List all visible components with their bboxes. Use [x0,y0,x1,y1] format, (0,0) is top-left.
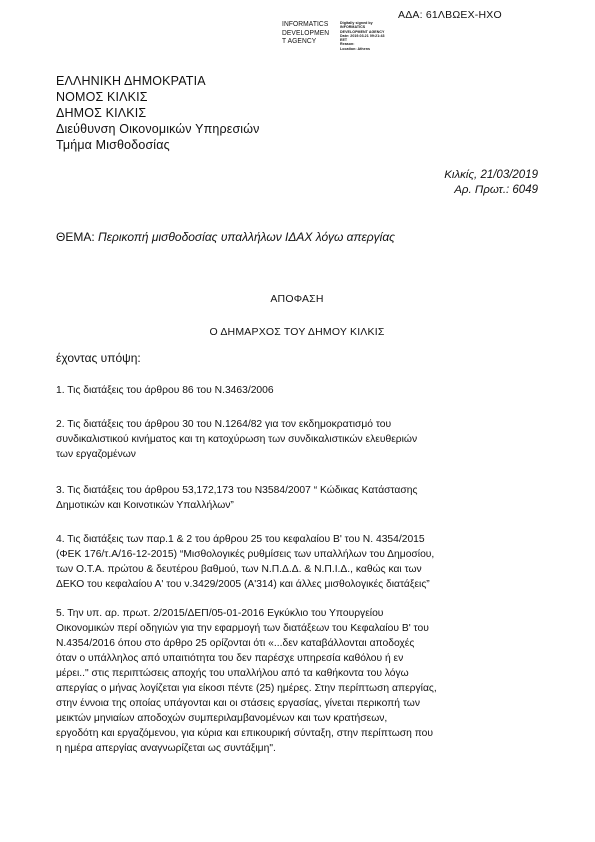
subject-line [56,230,395,244]
signature-details [340,21,410,49]
signature-detail-line: Reason: [340,42,355,47]
signature-detail-line: Date: 2019.03.21 09:21:43 [340,33,385,38]
paragraph-line: ΔΕΚΟ του κεφαλαίου Α' του ν.3429/2005 (Α'314) και άλλες μισθολογικές διατάξεις” [56,579,430,590]
mayor-title: Ο ΔΗΜΑΡΧΟΣ ΤΟΥ ΔΗΜΟΥ ΚΙΛΚΙΣ [209,326,385,338]
paragraph-line: συνδικαλιστικού κινήματος και τη κατοχύρωση των συνδικαλιστικών ελευθεριών [56,434,418,445]
paragraph-line: μεικτών μηνιαίων αποδοχών συμπεριλαμβανομένων και των κρατήσεων, [56,713,388,724]
header-line: Τμήμα Μισθοδοσίας [56,138,170,152]
paragraph-line: (ΦΕΚ 176/τ.Α/16-12-2015) “Μισθολογικές ρυθμίσεις των υπαλλήλων του Δημοσίου, [56,549,435,560]
decision-title: ΑΠΟΦΑΣΗ [270,293,324,305]
header-line: Διεύθυνση Οικονομικών Υπηρεσιών [56,122,260,136]
paragraph-line: εργοδότη και εργαζόμενου, για κύρια και επικουρική σύνταξη, στην περίπτωση που [56,728,434,739]
paragraph-line: Οικονομικών περί οδηγιών για την εφαρμογή των διατάξεων του Κεφαλαίου Β' του [56,623,429,634]
paragraph-line: στην έννοια της οποίας υπάγονται και οι στάσεις εργασίας, γίνεται περικοπή των [56,698,420,709]
paragraph-2 [56,417,538,462]
subject-text: Περικοπή μισθοδοσίας υπαλλήλων ΙΔΑΧ λόγω απεργίας [98,230,396,244]
paragraph-line: 1. Τις διατάξεις του άρθρου 86 του Ν.3463/2006 [56,385,274,396]
ada-code: ΑΔΑ: 61ΛΒΩΕΧ-ΗΧΟ [398,9,502,21]
paragraph-line: των εργαζομένων [56,449,136,460]
issuer-header [56,73,260,153]
paragraph-line: η ημέρα απεργίας αναγνωρίζεται ως συντάξιμη". [56,743,276,754]
signature-detail-line: EET [340,38,348,43]
signature-line: INFORMATICS [282,21,329,28]
signature-line: DEVELOPMEN [282,29,330,37]
signature-detail-line: INFORMATICS [340,25,366,30]
paragraph-line: Ν.4354/2016 όπου στο άρθρο 25 ορίζονται ότι «...δεν καταβάλλονται αποδοχές [56,638,415,649]
considering-heading: έχοντας υπόψη: [56,351,141,365]
paragraph-line: απεργίας ο μήνας λογίζεται για είκοσι πέντε (25) ημέρες. Στην περίπτωση απεργίας, [56,683,437,694]
paragraph-line: 2. Τις διατάξεις του άρθρου 30 του Ν.1264/82 για τον εκδημοκρατισμό του [56,419,392,430]
header-line: ΝΟΜΟΣ ΚΙΛΚΙΣ [56,90,148,104]
paragraph-1 [56,383,538,398]
paragraph-line: 4. Τις διατάξεις των παρ.1 & 2 του άρθρου 25 του κεφαλαίου Β' του Ν. 4354/2015 [56,534,425,545]
place-date: Κιλκίς, 21/03/2019 [444,169,538,181]
digital-signature-stamp [282,21,412,49]
paragraph-3 [56,483,538,513]
signature-detail-line: Digitally signed by [340,21,373,25]
paragraph-line: μέρει.." στις περιπτώσεις αποχής του υπαλλήλου από τα καθήκοντα του λόγω [56,668,409,679]
paragraph-line: Δημοτικών και Κοινοτικών Υπαλλήλων” [56,500,234,511]
signature-detail-line: Location: Athens [340,46,371,51]
paragraph-line: 3. Τις διατάξεις του άρθρου 53,172,173 του Ν3584/2007 “ Κώδικας Κατάστασης [56,485,418,496]
header-line: ΔΗΜΟΣ ΚΙΛΚΙΣ [56,106,147,120]
paragraph-line: των Ο.Τ.Α. πρώτου & δευτέρου βαθμού, των Ν.Π.Δ.Δ. & Ν.Π.Ι.Δ., καθώς και των [56,564,422,575]
paragraph-line: όταν ο υπάλληλος από υπαιτιότητα του δεν παρέσχε υπηρεσία καθόλου ή εν [56,653,404,664]
paragraph-5 [56,606,538,756]
signature-line: T AGENCY [282,38,317,46]
subject-label: ΘΕΜΑ: [56,230,95,244]
paragraph-line: 5. Την υπ. αρ. πρωτ. 2/2015/ΔΕΠ/05-01-2016 Εγκύκλιο του Υπουργείου [56,608,384,619]
paragraph-4 [56,532,538,592]
place-date-block [444,168,538,198]
signature-agency-name [282,21,335,49]
signature-detail-line: DEVELOPMENT AGENCY [340,29,385,34]
protocol-number: Αρ. Πρωτ.: 6049 [454,184,538,196]
header-line: ΕΛΛΗΝΙΚΗ ΔΗΜΟΚΡΑΤΙΑ [56,74,206,88]
